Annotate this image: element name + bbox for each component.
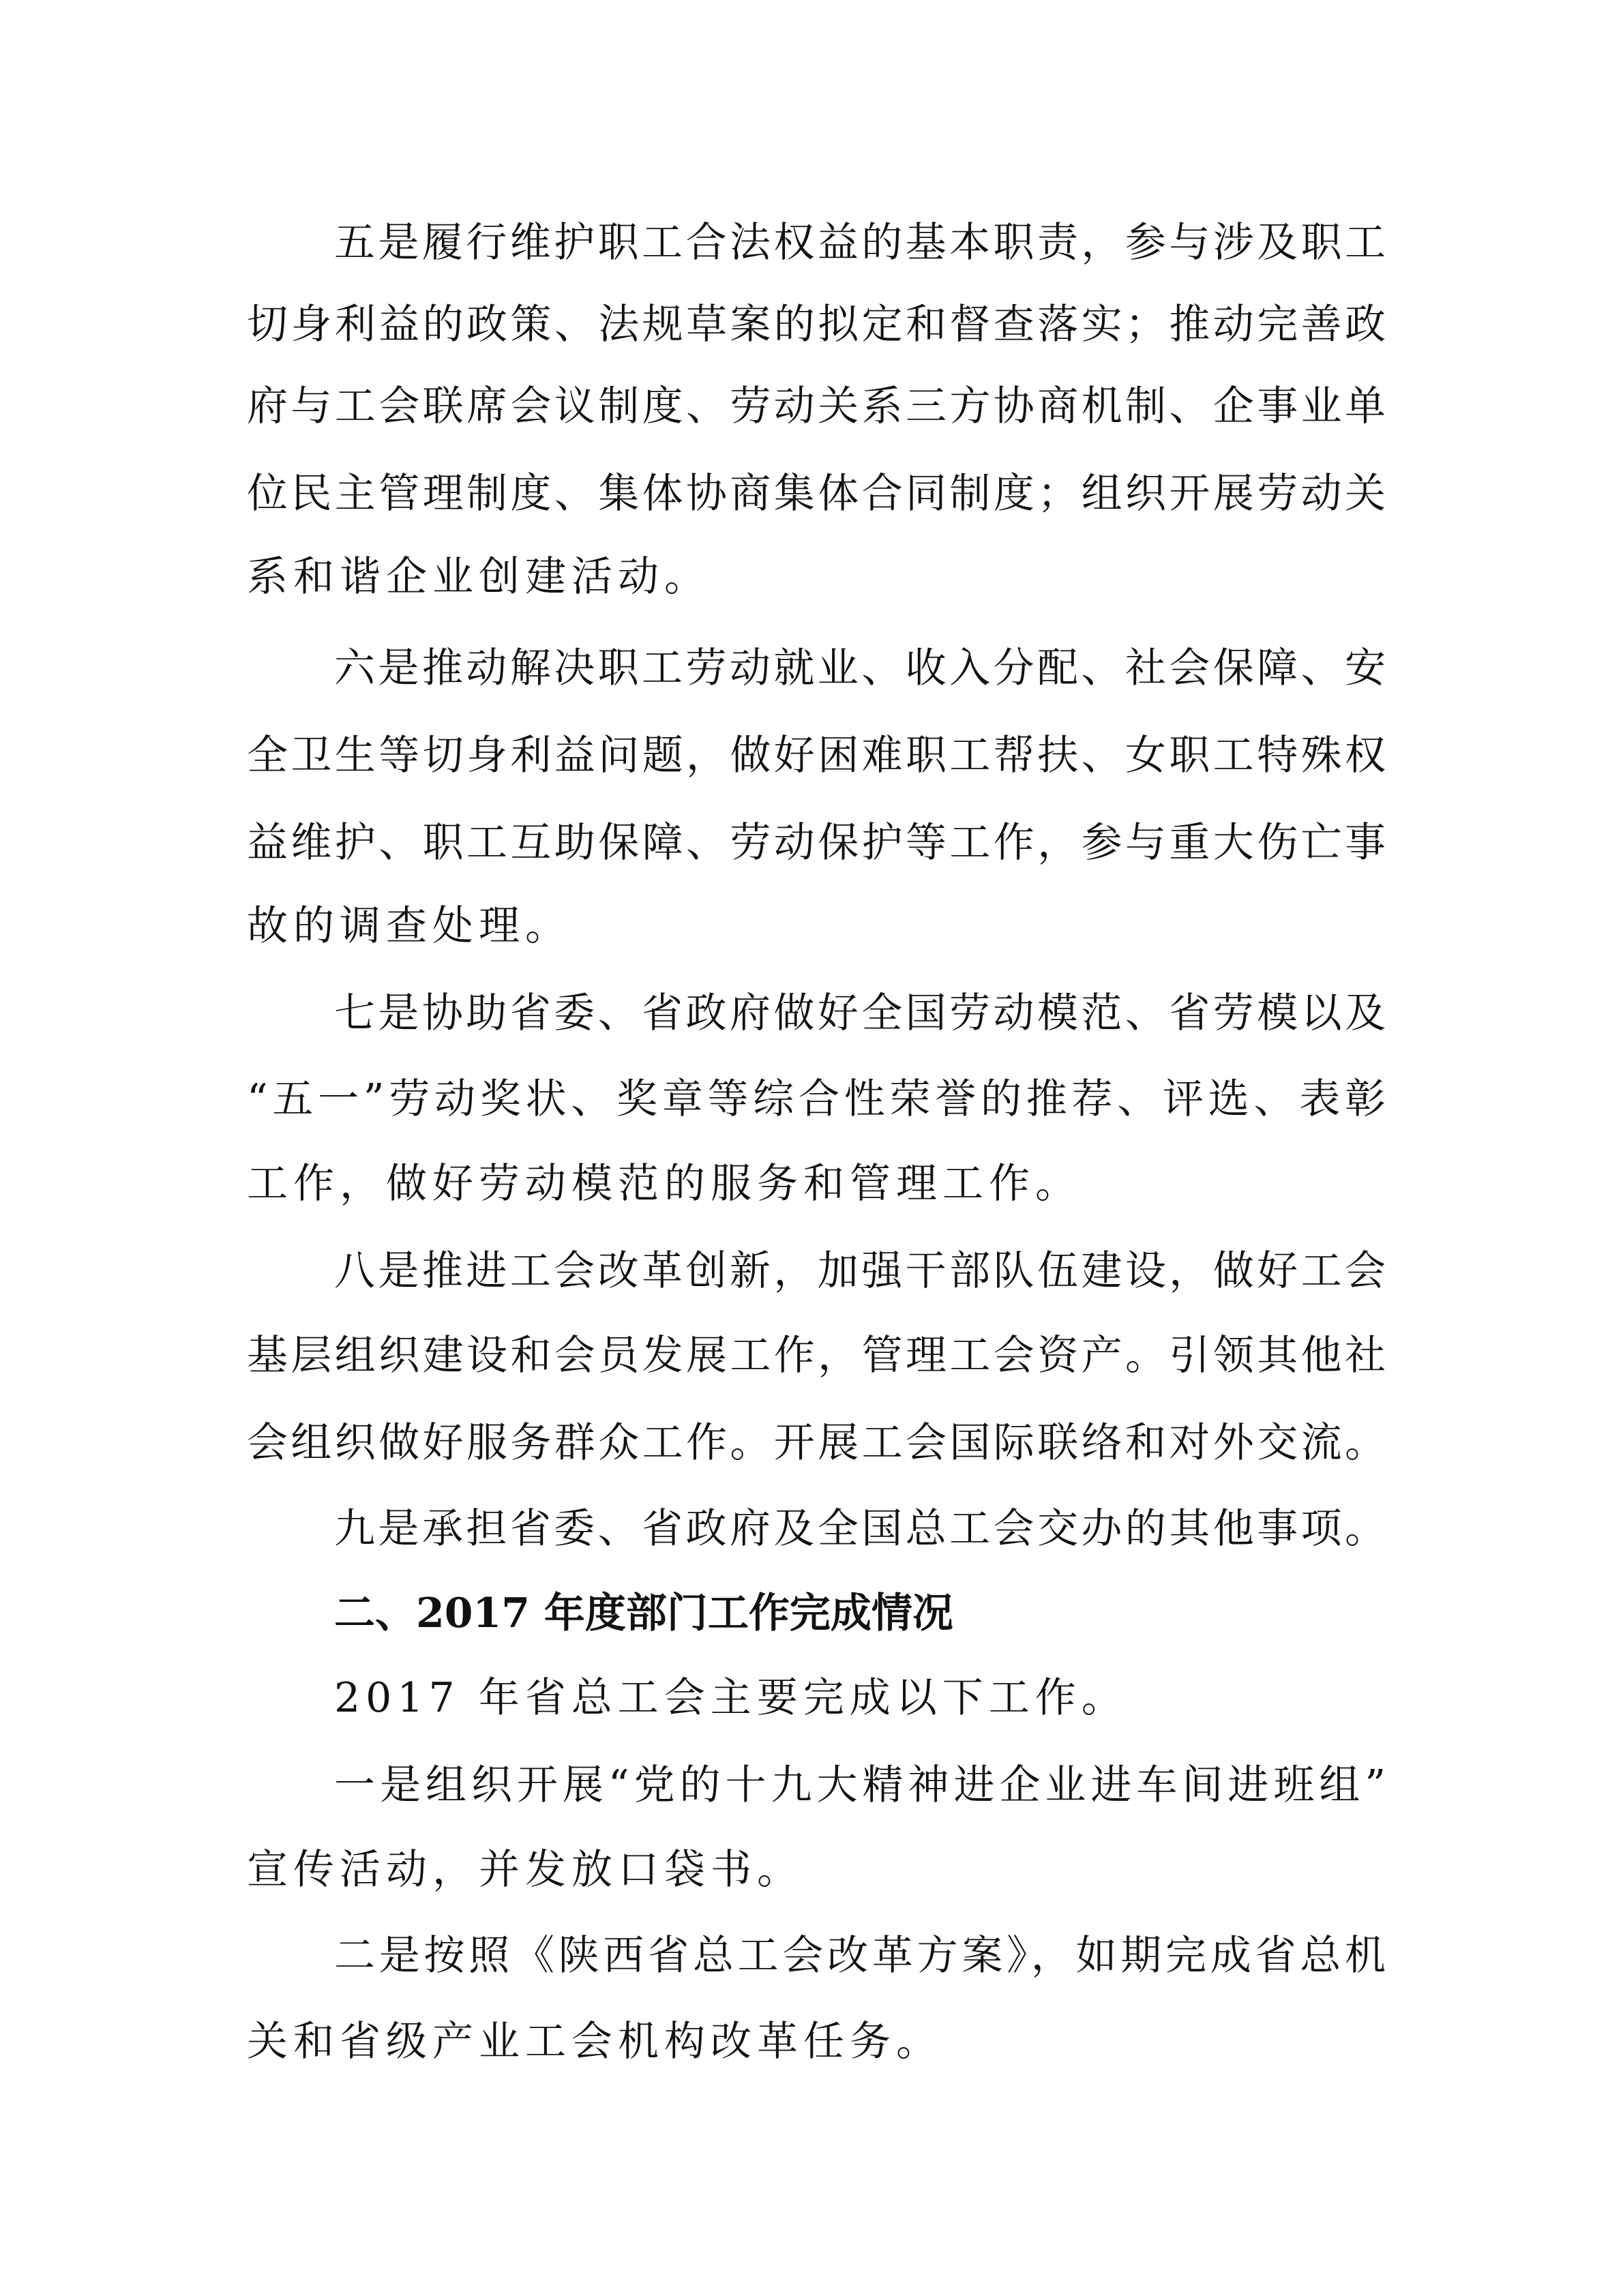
paragraph-8-line-1: 八是推进工会改革创新，加强干部队伍建设，做好工会: [334, 1247, 1386, 1295]
section-heading: 二、2017 年度部门工作完成情况: [334, 1590, 953, 1637]
paragraph-8-line-3: 会组织做好服务群众工作。开展工会国际联络和对外交流。: [247, 1419, 1386, 1467]
paragraph-6-line-2: 全卫生等切身利益问题，做好困难职工帮扶、女职工特殊权: [247, 732, 1386, 779]
section-intro: 2017 年省总工会主要完成以下工作。: [334, 1674, 1128, 1722]
paragraph-5-line-3: 府与工会联席会议制度、劳动关系三方协商机制、企事业单: [247, 383, 1386, 430]
paragraph-6-line-3: 益维护、职工互助保障、劳动保护等工作，参与重大伤亡事: [247, 819, 1386, 867]
paragraph-7-line-1: 七是协助省委、省政府做好全国劳动模范、省劳模以及: [334, 989, 1386, 1037]
paragraph-6-line-4: 故的调查处理。: [247, 902, 571, 950]
paragraph-6-line-1: 六是推动解决职工劳动就业、收入分配、社会保障、安: [334, 644, 1386, 692]
paragraph-5-line-4: 位民主管理制度、集体协商集体合同制度；组织开展劳动关: [247, 470, 1386, 518]
item-1-line-1: 一是组织开展“党的十九大精神进企业进车间进班组”: [334, 1761, 1386, 1809]
paragraph-7-line-3: 工作，做好劳动模范的服务和管理工作。: [247, 1160, 1082, 1208]
item-1-line-2: 宣传活动，并发放口袋书。: [247, 1846, 803, 1894]
paragraph-7-line-2: “五一”劳动奖状、奖章等综合性荣誉的推荐、评选、表彰: [247, 1075, 1386, 1123]
paragraph-9-line-1: 九是承担省委、省政府及全国总工会交办的其他事项。: [334, 1505, 1386, 1553]
item-2-line-2: 关和省级产业工会机构改革任务。: [247, 2018, 942, 2066]
paragraph-5-line-1: 五是履行维护职工合法权益的基本职责，参与涉及职工: [334, 219, 1386, 267]
paragraph-8-line-2: 基层组织建设和会员发展工作，管理工会资产。引领其他社: [247, 1332, 1386, 1380]
paragraph-5-line-2: 切身利益的政策、法规草案的拟定和督查落实；推动完善政: [247, 301, 1386, 348]
paragraph-5-line-5: 系和谐企业创建活动。: [247, 553, 711, 601]
item-2-line-1: 二是按照《陕西省总工会改革方案》，如期完成省总机: [334, 1932, 1386, 1980]
